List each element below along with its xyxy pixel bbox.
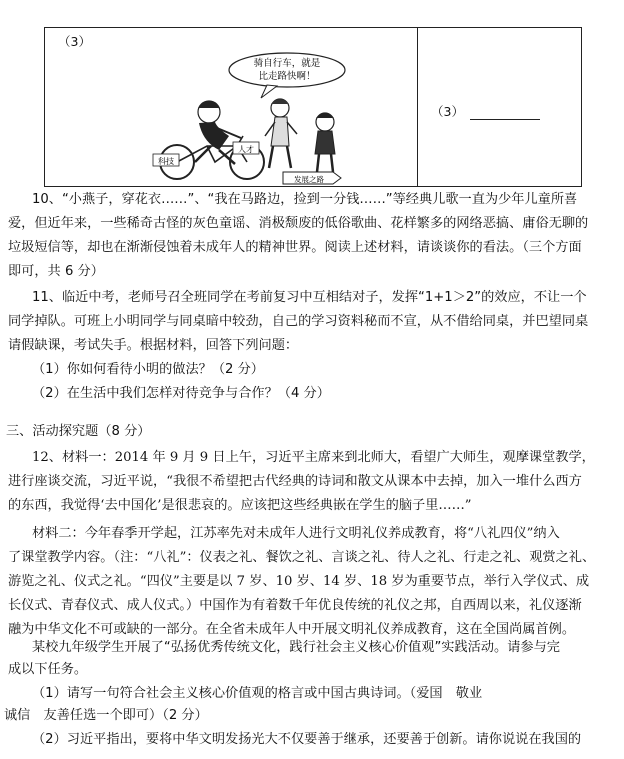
figure-table (44, 27, 582, 187)
q12-sub1-line-2: 诚信 友善任选一个即可）（2 分） (4, 708, 208, 723)
q12-task-line-1: 某校九年级学生开展了“弘扬优秀传统文化，践行社会主义核心价值观”实践活动。请参与完 (32, 640, 560, 655)
q12-sub2-line-1: （2）习近平指出，要将中华文明发扬光大不仅要善于继承，还要善于创新。请你说说在我国的 (32, 732, 582, 747)
speech-line-2: 比走路快啊！ (258, 71, 316, 82)
q11-line-1: 11、临近中考，老师号召全班同学在考前复习中互相结对子，发挥“1+1＞2”的效应，不让一个 (32, 290, 587, 305)
q11-sub-1: （1）你如何看待小明的做法？（2 分） (32, 362, 264, 377)
table-divider (417, 28, 418, 186)
q10-line-2: 爱，但近年来，一些稀奇古怪的灰色童谣、消极颓废的低俗歌曲、花样繁多的网络恶搞、庸俗无聊的 (8, 216, 589, 231)
figure-label-right (431, 100, 540, 125)
q11-line-2: 同学掉队。可班上小明同学与同桌暗中较劲，自己的学习资料秘而不宣，从不借给同桌，并巴望同桌 (8, 314, 589, 329)
q12-material2-line-1: 材料二：今年春季开学起，江苏率先对未成年人进行文明礼仪养成教育，将“八礼四仪”纳入 (32, 526, 560, 541)
q12-material2-line-3: 游览之礼、仪式之礼。“四仪”主要是以 7 岁、10 岁、14 岁、18 岁为重要节点，举行入学仪式、成 (8, 574, 590, 589)
cartoon-illustration (137, 50, 367, 185)
bike-wheel-label-2: 人才 (238, 145, 254, 154)
q11-sub-2: （2）在生活中我们怎样对待竞争与合作？（4 分） (32, 386, 330, 401)
q10-line-1: 10、“小燕子，穿花衣……”、“我在马路边，捡到一分钱……”等经典儿歌一直为少年儿童所喜 (32, 192, 578, 207)
figure-label-left: （3） (58, 34, 91, 49)
q12-material2-line-4: 长仪式、青春仪式、成人仪式。）中国作为有着数千年优良传统的礼仪之邦，自西周以来，礼仪逐渐 (8, 598, 582, 613)
q12-material2-line-5: 融为中华文化不可或缺的一部分。在全省未成年人中开展文明礼仪养成教育，这在全国尚属首例。 (8, 622, 576, 637)
answer-blank (470, 105, 540, 120)
q12-material2-line-2: 了课堂教学内容。（注：“八礼”：仪表之礼、餐饮之礼、言谈之礼、待人之礼、行走之礼、观赏之礼、 (8, 550, 596, 565)
bike-wheel-label-1: 科技 (158, 157, 174, 166)
road-sign-text: 发展之路 (294, 175, 324, 184)
right-label-text: （3） (431, 104, 464, 119)
q10-line-4: 即可，共 6 分） (8, 264, 104, 279)
section-3-title: 三、活动探究题（8 分） (6, 424, 151, 439)
q12-task-line-2: 成以下任务。 (8, 662, 88, 677)
q12-material1-line-3: 的东西，我觉得‘去中国化’是很悲哀的。应该把这些经典嵌在学生的脑子里……” (8, 498, 472, 513)
speech-line-1: 骑自行车，就是 (253, 58, 321, 69)
q12-material1-line-1: 12、材料一：2014 年 9 月 9 日上午，习近平主席来到北师大，看望广大师生，观摩课堂教学， (32, 450, 595, 465)
q12-material1-line-2: 进行座谈交流，习近平说，“我很不希望把古代经典的诗词和散文从课本中去掉，加入一堆什么西方 (8, 474, 582, 489)
q11-line-3: 请假缺课，考试失手。根据材料，回答下列问题： (8, 338, 299, 353)
q10-line-3: 垃圾短信等，却也在渐渐侵蚀着未成年人的精神世界。阅读上述材料，请谈谈你的看法。（三个方面 (8, 240, 582, 255)
q12-sub1-line-1: （1）请写一句符合社会主义核心价值观的格言或中国古典诗词。（爱国 敬业 (32, 686, 483, 701)
